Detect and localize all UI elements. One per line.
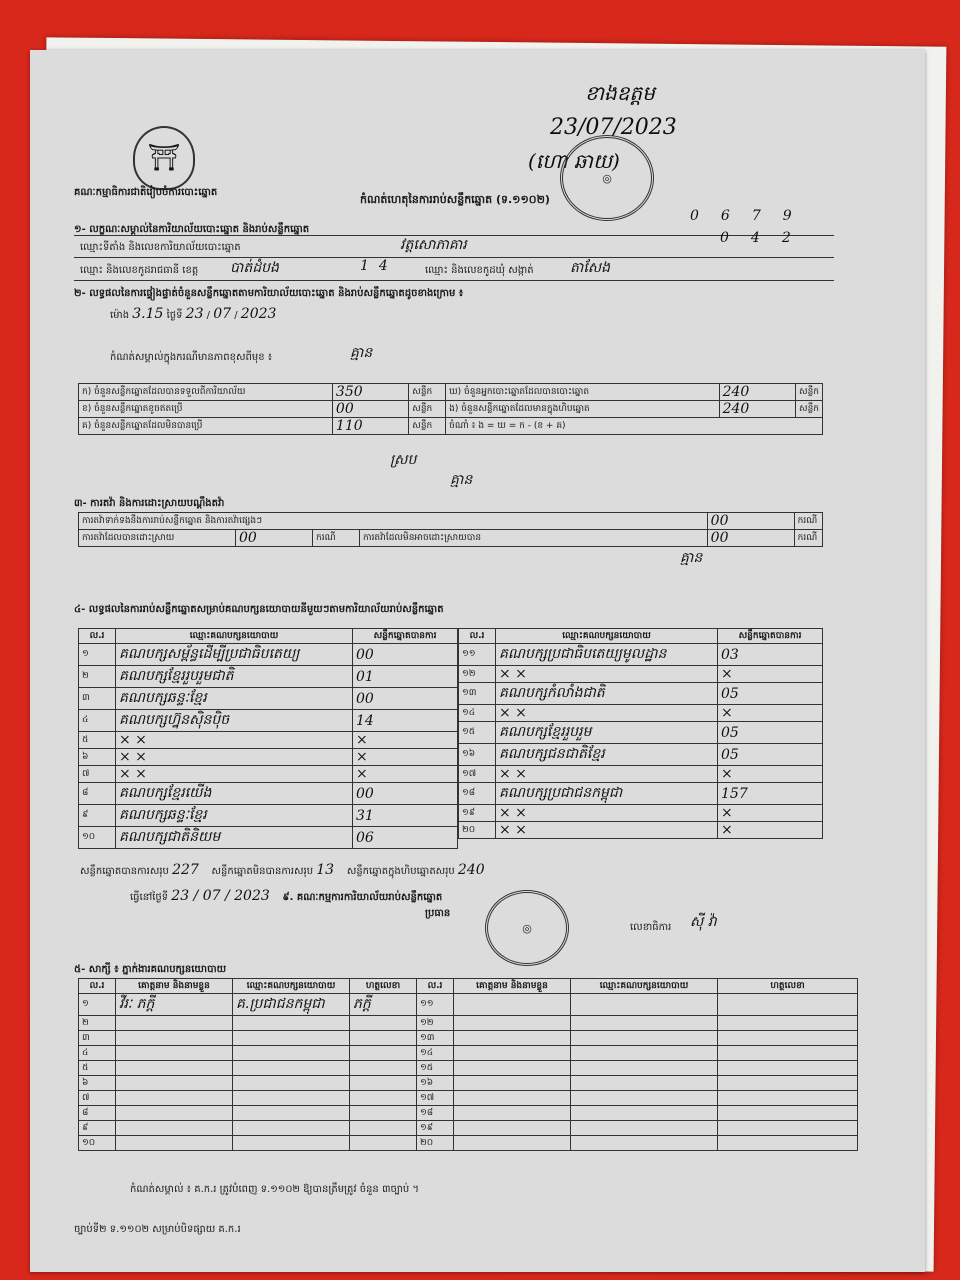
secretary-label: លេខាធិការ [630,922,672,933]
col-no: ល.រ [459,629,496,644]
col-votes: សន្លឹកឆ្នោតបានការ [718,629,823,644]
party-votes: 00 [353,644,458,666]
party-name: × × [116,749,353,766]
row-no: ១០ [79,1136,116,1151]
case-unit: ករណី [794,513,822,530]
col-party: ឈ្មោះគណបក្សនយោបាយ [233,979,350,994]
divider [74,280,834,281]
table-row [79,710,458,732]
row-no: ៣ [79,1031,116,1046]
row-no: ២ [79,666,116,688]
table-row [459,683,823,705]
row-no: ៩ [79,805,116,827]
time-value: 3.15 [132,306,164,322]
row-label: ឃ) ចំនួនអ្នកបោះឆ្នោតដែលបានបោះឆ្នោត [446,384,720,401]
table-row [79,384,823,401]
table-row [79,749,458,766]
table-row [79,401,823,418]
party-name: × × [496,766,718,783]
row-no: ២០ [417,1136,454,1151]
office-code-1: 0 [690,208,721,224]
witness-sign: ភក្តី [350,994,417,1016]
official-stamp-top: ◎ [560,135,654,221]
total-invalid: 13 [316,862,335,878]
office-label: ឈ្មោះទីតាំង និងលេខការិយាល័យបោះឆ្នោត [80,242,241,253]
total-box: 240 [457,862,485,878]
row-no: ១៦ [459,744,496,766]
table-row [459,744,823,766]
party-name: គណបក្សឆន្ទៈខ្មែរ [116,805,353,827]
commune-value: បាត់ដំបង [230,260,279,276]
district-code-1: 0 [720,230,751,246]
col-no: ល.រ [79,629,116,644]
table-row [79,732,458,749]
table-row [79,1046,858,1061]
party-votes: 14 [353,710,458,732]
col-name: គោត្តនាម និងនាមខ្លួន [454,979,571,994]
witness-table [78,978,858,1151]
row-no: ១៦ [417,1076,454,1091]
party-name: គណបក្សសម្ព័ន្ធដើម្បីប្រជាធិបតេយ្យ [116,644,353,666]
table-row [459,766,823,783]
row-no: ១១ [417,994,454,1016]
table-header [79,629,458,644]
party-name: គណបក្សឆន្ទៈខ្មែរ [116,688,353,710]
table-row [459,805,823,822]
row-no: ១០ [79,827,116,849]
row-no: ៤ [79,710,116,732]
row-no: ១៣ [417,1031,454,1046]
party-votes: × [718,766,823,783]
district-label: ឈ្មោះ និងលេខកូដឃុំ សង្កាត់ [425,265,534,276]
results-table-left [78,628,458,849]
table-row [79,783,458,805]
party-votes: 01 [353,666,458,688]
nec-emblem: ⛩ [133,126,195,190]
row-label: ចំណាំ ៖ ង = ឃ = ក - (ខ + គ) [446,418,823,435]
party-votes: × [718,666,823,683]
table-row [79,1031,858,1046]
party-votes: × [718,805,823,822]
row-no: ១ [79,994,116,1016]
month-value: 07 [213,306,232,322]
row-no: ១៥ [459,722,496,744]
office-code-2: 6 [720,208,752,224]
row-no: ១៤ [417,1046,454,1061]
row-no: ១៨ [459,783,496,805]
table-row [459,705,823,722]
table-row [79,688,458,710]
party-votes: 00 [353,688,458,710]
table-row [79,1016,858,1031]
table-row [79,418,823,435]
handwritten-date: 23/07/2023 [550,115,677,140]
case-unit: ករណី [313,530,360,547]
complaint-value: 00 [236,530,313,547]
row-no: ៣ [79,688,116,710]
row-no: ៧ [79,766,116,783]
row-value: 350 [332,384,408,401]
row-no: ៨ [79,1106,116,1121]
party-name: គណបក្សខ្មែរយើង [116,783,353,805]
col-party: ឈ្មោះគណបក្សនយោបាយ [496,629,718,644]
office-codes [690,208,814,224]
row-label: គ) ចំនួនសន្លឹកឆ្នោតដែលមិនបានប្រើ [79,418,333,435]
table-row [79,1061,858,1076]
party-name: × × [496,805,718,822]
table-row [459,666,823,683]
results-table-right [458,628,823,839]
witness-party: គ.ប្រជាជនកម្ពុជា [233,994,350,1016]
total-valid-label: សន្លឹកឆ្នោតបានការសរុប [80,866,169,877]
section2-note3-value: គ្មាន [450,472,473,488]
unit: សន្លឹក [409,401,446,418]
unit: សន្លឹក [409,418,446,435]
col-party: ឈ្មោះគណបក្សនយោបាយ [571,979,718,994]
party-name: គណបក្សខ្មែររួបរួមជាតិ [116,666,353,688]
official-stamp-bottom: ◎ [485,890,569,966]
row-no: ១២ [459,666,496,683]
row-no: ៨ [79,783,116,805]
party-name: × × [116,766,353,783]
row-no: ១៨ [417,1106,454,1121]
party-name: គណបក្សជាតិនិយម [116,827,353,849]
table-row [459,722,823,744]
row-value: 240 [719,401,795,418]
row-no: ៥ [79,1061,116,1076]
made-date: 23 / 07 / 2023 [171,888,270,904]
table-header [459,629,823,644]
complaints-table [78,512,823,547]
row-no: ១៧ [459,766,496,783]
row-no: ៥ [79,732,116,749]
section3-note-value: គ្មាន [680,550,703,566]
copy-label: ច្បាប់ទី២ ទ.១១០២ សម្រាប់បិទផ្សាយ គ.ក.រ [74,1224,241,1235]
section4-title: ៤- លទ្ធផលនៃការរាប់សន្លឹកឆ្នោតសម្រាប់គណបក្សនយោបាយនីមួយៗតាមការិយាល័យរាប់សន្លឹកឆ្នោត [74,604,444,615]
table-row [79,644,458,666]
table-row [459,644,823,666]
section2-title: ២- លទ្ធផលនៃការផ្ទៀងផ្ទាត់ចំនួនសន្លឹកឆ្នោតតាមការិយាល័យបោះឆ្នោត និងរាប់សន្លឹកឆ្នោតដូចខាងក្រោម ៖ [74,288,464,299]
party-votes: × [718,705,823,722]
total-invalid-label: សន្លឹកឆ្នោតមិនបានការសរុប [211,866,314,877]
party-votes: × [718,822,823,839]
row-no: ១២ [417,1016,454,1031]
office-code-3: 7 [751,208,783,224]
commune-label: ឈ្មោះ និងលេខកូដរាជធានី ខេត្ត [80,265,199,276]
party-votes: 157 [718,783,823,805]
col-votes: សន្លឹកឆ្នោតបានការ [353,629,458,644]
row-no: ១៣ [459,683,496,705]
col-sign: ហត្ថលេខា [350,979,417,994]
party-votes: 00 [353,783,458,805]
party-name: គណបក្សជនជាតិខ្មែរ [496,744,718,766]
complaint-value: 00 [707,513,794,530]
time-label: ម៉ោង [110,310,130,321]
case-unit: ករណី [794,530,822,547]
row-no: ២ [79,1016,116,1031]
row-value: 110 [332,418,408,435]
table-row [79,1136,858,1151]
col-no: ល.រ [417,979,454,994]
party-name: × × [496,822,718,839]
district-code-2: 4 [750,230,782,246]
row-value: 240 [719,384,795,401]
party-name: × × [116,732,353,749]
complaint-label: ការតវ៉ាទាក់ទងនឹងការរាប់សន្លឹកឆ្នោត និងការតវ៉ាផ្សេងៗ [79,513,708,530]
party-votes: 31 [353,805,458,827]
table-row [79,805,458,827]
party-name: × × [496,705,718,722]
table-row [79,1121,858,1136]
table-row [79,827,458,849]
complaint-label: ការតវ៉ាដែលបានដោះស្រាយ [79,530,236,547]
ballot-count-table [78,383,823,435]
row-no: ៤ [79,1046,116,1061]
office-code-4: 9 [782,208,814,224]
table-row [79,994,858,1016]
footer-note: កំណត់សម្គាល់ ៖ គ.ក.រ ត្រូវបំពេញ ទ.១១០២ ឱ្យបានត្រឹមត្រូវ ចំនួន ៣ច្បាប់ ។ [130,1184,419,1195]
form-title: កំណត់ហេតុនៃការរាប់សន្លឹកឆ្នោត (ទ.១១០២) [360,193,550,206]
row-no: ៧ [79,1091,116,1106]
district-value: តាសែង [570,260,610,276]
unit: សន្លឹក [796,401,823,418]
row-no: ១៤ [459,705,496,722]
district-code-3: 2 [781,230,813,246]
district-codes [720,230,813,246]
form-sheet: ⛩ គណៈកម្មាធិការជាតិរៀបចំការបោះឆ្នោត កំណត់ហេតុនៃការរាប់សន្លឹកឆ្នោត (ទ.១១០២) ខាងឧត្តម 23/07/2023 (ហោ ឆាយ) ◎ ១- លក្ខណៈសម្គាល់នៃការិយាល័យបោះឆ្នោត និងរាប់សន្លឹកឆ្នោត ឈ្មោះទីតាំង និងលេខការិយាល័យបោះឆ្នោត វត្តសោភាគារ 0679 ឈ្មោះ និងលេខកូដរាជធានី ខេត្ត បាត់ដំបង 14 ឈ្មោះ និងលេខកូដឃុំ សង្កាត់ តាសែង 042 ២- លទ្ធផលនៃការផ្ទៀងផ្ទាត់ចំនួនសន្លឹកឆ្នោតតាមការិយាល័យបោះឆ្នោត និងរាប់សន្លឹកឆ្នោតដូចខាងក្រោម ៖ ម៉ោង 3.15 ថ្ងៃទី 23 / 07 / 2023 កំណត់សម្គាល់ក្នុងករណីមានភាពខុសពីមុខ ៖ គ្មាន ក) ចំនួនសន្លឹកឆ្នោតដែលបានទទួលពីការិយាល័យ 350 សន្លឹក ឃ) ចំនួនអ្នកបោះឆ្នោតដែលបានបោះឆ្នោត 240 សន្លឹក ខ) ចំនួនសន្លឹកឆ្នោតខូចឥតប្រើ 00 សន្លឹក ង) ចំនួនសន្លឹកឆ្នោតដែលមានក្នុងហិបឆ្នោត 240 សន្លឹក គ) ចំនួនសន្លឹកឆ្នោតដែលមិនបានប្រើ 110 សន្លឹក ចំណាំ ៖ ង = ឃ = ក - (ខ + គ) ស្រប គ្មាន ៣- ការតវ៉ា និងការដោះស្រាយបណ្តឹងតវ៉ា ការតវ៉ាទាក់ទងនឹងការរាប់សន្លឹកឆ្នោត និងការតវ៉ាផ្សេងៗ 00 ករណី ការតវ៉ាដែលបានដោះស្រាយ 00 ករណី ការតវ៉ាដែលមិនអាចដោះស្រាយបាន 00 ករណី គ្មាន ៤- លទ្ធផលនៃការរាប់សន្លឹកឆ្នោតសម្រាប់គណបក្សនយោបាយនីមួយៗតាមការិយាល័យរាប់សន្លឹកឆ្នោត ល.រ ឈ្មោះគណបក្សនយោបាយ សន្លឹកឆ្នោតបានការ ១ គណបក្សសម្ព័ន្ធដើម្បីប្រជាធិបតេយ្យ 00 ២ គណបក្សខ្មែររួបរួមជាតិ 01 ៣ គណបក្សឆន្ទៈខ្មែរ 00 ៤ គណបក្សហ្វ៊ុនស៊ិនប៉ិច 14 ៥ × × × ៦ × × × ៧ × × × ៨ គណបក្សខ្មែរយើង 00 ៩ គណបក្សឆន្ទៈខ្មែរ 31 ១០ គណបក្សជាតិនិយម 06 ល.រ ឈ្មោះគណបក្សនយោបាយ សន្លឹកឆ្នោតបានការ ១១ គណបក្សប្រជាធិបតេយ្យមូលដ្ឋាន 03 ១២ × × × ១៣ គណបក្សកំលាំងជាតិ 05 ១៤ × × × ១៥ គណបក្សខ្មែររួបរួម 05 ១៦ គណបក្សជនជាតិខ្មែរ 05 ១៧ × × × ១៨ គណបក្សប្រជាជនកម្ពុជា 157 ១៩ × × × ២០ × × × សន្លឹកឆ្នោតបានការសរុប 227 សន្លឹកឆ្នោតមិនបានការសរុប 13 សន្លឹកឆ្នោតក្នុងហិបឆ្នោតសរុប 240 ធ្វើនៅថ្ងៃទី 23 / 07 / 2023 ៩. គណៈកម្មការការិយាល័យរាប់សន្លឹកឆ្នោត ប្រធាន ◎ លេខាធិការ ស៊ី វ៉ា ៥- សាក្សី ៖ ភ្នាក់ងារគណបក្សនយោបាយ ល.រ គោត្តនាម និងនាមខ្លួន ឈ្មោះគណបក្សនយោបាយ ហត្ថលេខា ល.រ គោត្តនាម និងនាមខ្លួន ឈ្មោះគណបក្សនយោបាយ ហត្ថលេខា ១ វីរៈ ភក្តី គ.ប្រជាជនកម្ពុជា ភក្តី ១១ ២ ១២ ៣ ១៣ ៤ ១៤ ៥ ១៥ ៦ ១៦ ៧ ១៧ ៨ ១៨ ៩ ១៩ ១០ ២០ កំណត់សម្គាល់ ៖ គ.ក.រ ត្រូវបំពេញ ទ.១១០២ ឱ្យបានត្រឹមត្រូវ ចំនួន ៣ច្បាប់ ។ ច្បាប់ទី២ ទ.១១០២ សម្រាប់បិទផ្សាយ គ.ក.រ [30,50,925,1272]
row-no: ១១ [459,644,496,666]
date-label: ថ្ងៃទី [166,310,183,321]
party-votes: × [353,766,458,783]
party-votes: 03 [718,644,823,666]
unit: សន្លឹក [409,384,446,401]
row-no: ៩ [79,1121,116,1136]
row-no: ៦ [79,1076,116,1091]
col-no: ល.រ [79,979,116,994]
totals-row [80,862,485,879]
handwritten-sign: (ហោ ឆាយ) [528,149,620,173]
table-header [79,979,858,994]
table-row [79,513,823,530]
party-votes: × [353,749,458,766]
committee-name: គណៈកម្មាធិការជាតិរៀបចំការបោះឆ្នោត [74,187,218,198]
row-no: ២០ [459,822,496,839]
section1-title: ១- លក្ខណៈសម្គាល់នៃការិយាល័យបោះឆ្នោត និងរាប់សន្លឹកឆ្នោត [74,224,310,235]
row-no: ១៩ [417,1121,454,1136]
col-sign: ហត្ថលេខា [718,979,858,994]
table-row [459,822,823,839]
section5-title: ៥- សាក្សី ៖ ភ្នាក់ងារគណបក្សនយោបាយ [74,964,227,975]
row-label: ខ) ចំនួនសន្លឹកឆ្នោតខូចឥតប្រើ [79,401,333,418]
party-name: គណបក្សប្រជាជនកម្ពុជា [496,783,718,805]
year-value: 2023 [240,306,277,322]
commune-code: 14 [360,258,398,274]
row-no: ១៩ [459,805,496,822]
party-votes: 05 [718,744,823,766]
committee-sign-label: ៩. គណៈកម្មការការិយាល័យរាប់សន្លឹកឆ្នោត [282,892,443,903]
chair-label: ប្រធាន [425,908,451,919]
party-votes: × [353,732,458,749]
table-row [79,666,458,688]
table-row [79,530,823,547]
party-name: គណបក្សខ្មែររួបរួម [496,722,718,744]
row-no: ១ [79,644,116,666]
handwritten-top: ខាងឧត្តម [585,81,655,105]
section2-note-value: គ្មាន [350,345,373,361]
row-no: ១៧ [417,1091,454,1106]
secretary-sign: ស៊ី វ៉ា [690,914,717,930]
office-value: វត្តសោភាគារ [400,237,467,253]
complaint-value: 00 [707,530,794,547]
unit: សន្លឹក [796,384,823,401]
col-name: គោត្តនាម និងនាមខ្លួន [116,979,233,994]
witness-name: វីរៈ ភក្តី [116,994,233,1016]
total-valid: 227 [172,862,199,878]
party-name: គណបក្សហ្វ៊ុនស៊ិនប៉ិច [116,710,353,732]
party-votes: 05 [718,683,823,705]
row-label: ង) ចំនួនសន្លឹកឆ្នោតដែលមានក្នុងហិបឆ្នោត [446,401,720,418]
total-box-label: សន្លឹកឆ្នោតក្នុងហិបឆ្នោតសរុប [346,866,455,877]
row-value: 00 [332,401,408,418]
row-label: ក) ចំនួនសន្លឹកឆ្នោតដែលបានទទួលពីការិយាល័យ [79,384,333,401]
complaint-label: ការតវ៉ាដែលមិនអាចដោះស្រាយបាន [360,530,708,547]
party-name: × × [496,666,718,683]
party-votes: 05 [718,722,823,744]
made-at-label: ធ្វើនៅថ្ងៃទី [130,892,169,903]
table-row [79,766,458,783]
table-row [79,1091,858,1106]
row-no: ៦ [79,749,116,766]
table-row [79,1076,858,1091]
party-name: គណបក្សកំលាំងជាតិ [496,683,718,705]
row-no: ១៥ [417,1061,454,1076]
party-name: គណបក្សប្រជាធិបតេយ្យមូលដ្ឋាន [496,644,718,666]
section2-note-label: កំណត់សម្គាល់ក្នុងករណីមានភាពខុសពីមុខ ៖ [110,352,273,363]
section2-note2-value: ស្រប [390,452,417,468]
col-party: ឈ្មោះគណបក្សនយោបាយ [116,629,353,644]
divider [74,257,834,258]
table-row [459,783,823,805]
table-row [79,1106,858,1121]
section3-title: ៣- ការតវ៉ា និងការដោះស្រាយបណ្តឹងតវ៉ា [74,498,225,509]
date-value: 23 [185,306,204,322]
party-votes: 06 [353,827,458,849]
